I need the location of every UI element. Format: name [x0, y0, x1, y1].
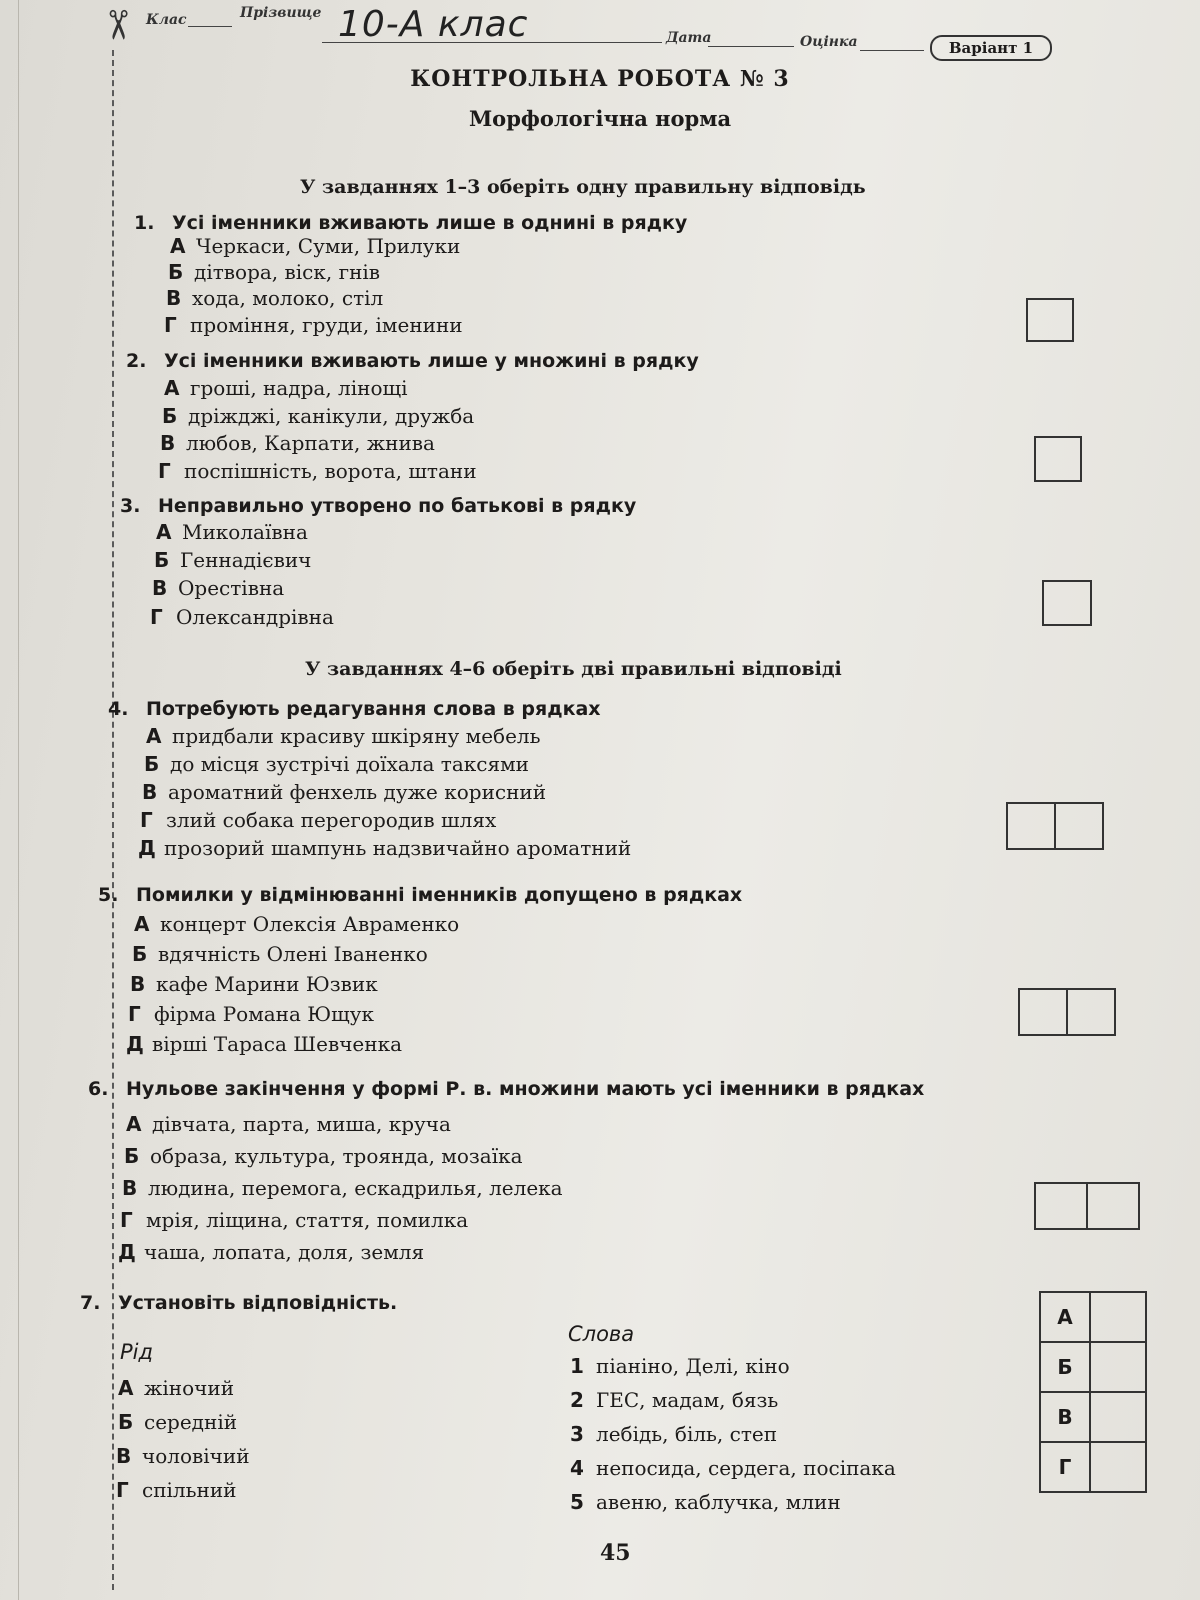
answer-box-2[interactable]	[1034, 436, 1082, 482]
option: Г поспішність, ворота, штани	[158, 459, 477, 483]
option: В людина, перемога, ескадрилья, лелека	[122, 1176, 563, 1200]
instruction-two-answers: У завданнях 4–6 оберіть дві правильні відповіді	[305, 658, 842, 680]
scissors-icon: ✂	[93, 8, 140, 42]
instruction-one-answer: У завданнях 1–3 оберіть одну правильну відповідь	[300, 176, 866, 198]
option: Г фірма Романа Ющук	[128, 1002, 375, 1026]
option: Д чаша, лопата, доля, земля	[118, 1240, 425, 1264]
option: Б дріжджі, канікули, дружба	[162, 404, 475, 428]
grade-line[interactable]	[860, 50, 924, 51]
option: Б до місця зустрічі доїхала таксями	[144, 752, 529, 776]
option: А концерт Олексія Авраменко	[134, 912, 460, 936]
handwritten-class: 10-А клас	[338, 4, 529, 45]
option: В Орестівна	[152, 576, 285, 600]
option: Б вдячність Олені Іваненко	[132, 942, 428, 966]
option: В любов, Карпати, жнива	[160, 431, 435, 455]
question-1: 1. Усі іменники вживають лише в однині в рядку	[134, 212, 688, 234]
option: А гроші, надра, лінощі	[164, 376, 408, 400]
option: А дівчата, парта, миша, круча	[126, 1112, 451, 1136]
grid-label: Б	[1039, 1341, 1091, 1393]
option: В хода, молоко, стіл	[166, 286, 384, 310]
match-left-item: Г спільний	[116, 1478, 237, 1502]
page-number: 45	[600, 1540, 631, 1566]
match-left-item: Б середній	[118, 1410, 238, 1434]
class-label: Клас	[146, 12, 187, 28]
grid-label: А	[1039, 1291, 1091, 1343]
option: А придбали красиву шкіряну мебель	[146, 724, 541, 748]
date-label: Дата	[666, 30, 712, 46]
question-2: 2. Усі іменники вживають лише у множині в рядку	[126, 350, 699, 372]
grid-label: Г	[1039, 1441, 1091, 1493]
match-right-item: 2 ГЕС, мадам, бязь	[570, 1388, 779, 1412]
option: А Черкаси, Суми, Прилуки	[170, 234, 461, 258]
option: Г злий собака перегородив шлях	[140, 808, 497, 832]
match-right-item: 3 лебідь, біль, степ	[570, 1422, 778, 1446]
option: В кафе Марини Юзвик	[130, 972, 378, 996]
grid-answer-cell[interactable]	[1089, 1391, 1147, 1443]
option: Д прозорий шампунь надзвичайно ароматний	[138, 836, 632, 860]
page-edge	[18, 0, 19, 1600]
grid-answer-cell[interactable]	[1089, 1341, 1147, 1393]
date-line[interactable]	[708, 46, 794, 47]
column-title-gender: Рід	[120, 1340, 154, 1364]
column-title-words: Слова	[568, 1322, 635, 1346]
option: Г проміння, груди, іменини	[164, 313, 463, 337]
question-3: 3. Неправильно утворено по батькові в рядку	[120, 495, 637, 517]
answer-box-1[interactable]	[1026, 298, 1074, 342]
grid-label: В	[1039, 1391, 1091, 1443]
answer-box-4[interactable]	[1008, 802, 1104, 850]
page-subtitle: Морфологічна норма	[468, 106, 732, 131]
question-6: 6. Нульове закінчення у формі Р. в. множини мають усі іменники в рядках	[88, 1078, 925, 1100]
cut-line	[112, 50, 114, 1590]
option: Г Олександрівна	[150, 605, 334, 629]
option: Б образа, культура, троянда, мозаїка	[124, 1144, 523, 1168]
question-5: 5. Помилки у відмінюванні іменників допущено в рядках	[98, 884, 743, 906]
match-left-item: В чоловічий	[116, 1444, 250, 1468]
option: Б Геннадієвич	[154, 548, 312, 572]
option: А Миколаївна	[156, 520, 308, 544]
surname-label: Прізвище	[240, 5, 322, 21]
option: Б дітвора, віск, гнів	[168, 260, 381, 284]
answer-box-5[interactable]	[1020, 988, 1116, 1036]
option: В ароматний фенхель дуже корисний	[142, 780, 547, 804]
answer-box-3[interactable]	[1042, 580, 1092, 626]
question-7: 7. Установіть відповідність.	[80, 1292, 398, 1314]
grade-label: Оцінка	[800, 34, 858, 50]
question-4: 4. Потребують редагування слова в рядках	[108, 698, 601, 720]
match-left-item: А жіночий	[118, 1376, 235, 1400]
answer-box-6[interactable]	[1036, 1182, 1140, 1230]
match-right-item: 4 непосида, сердега, посіпака	[570, 1456, 896, 1480]
grid-answer-cell[interactable]	[1089, 1441, 1147, 1493]
match-answer-grid	[1040, 1292, 1146, 1492]
option: Г мрія, ліщина, стаття, помилка	[120, 1208, 469, 1232]
grid-answer-cell[interactable]	[1089, 1291, 1147, 1343]
class-line	[188, 26, 232, 27]
variant-badge: Варіант 1	[930, 35, 1052, 61]
option: Д вірші Тараса Шевченка	[126, 1032, 403, 1056]
match-right-item: 5 авеню, каблучка, млин	[570, 1490, 841, 1514]
match-right-item: 1 піаніно, Делі, кіно	[570, 1354, 790, 1378]
page-title: КОНТРОЛЬНА РОБОТА № 3	[410, 66, 790, 92]
